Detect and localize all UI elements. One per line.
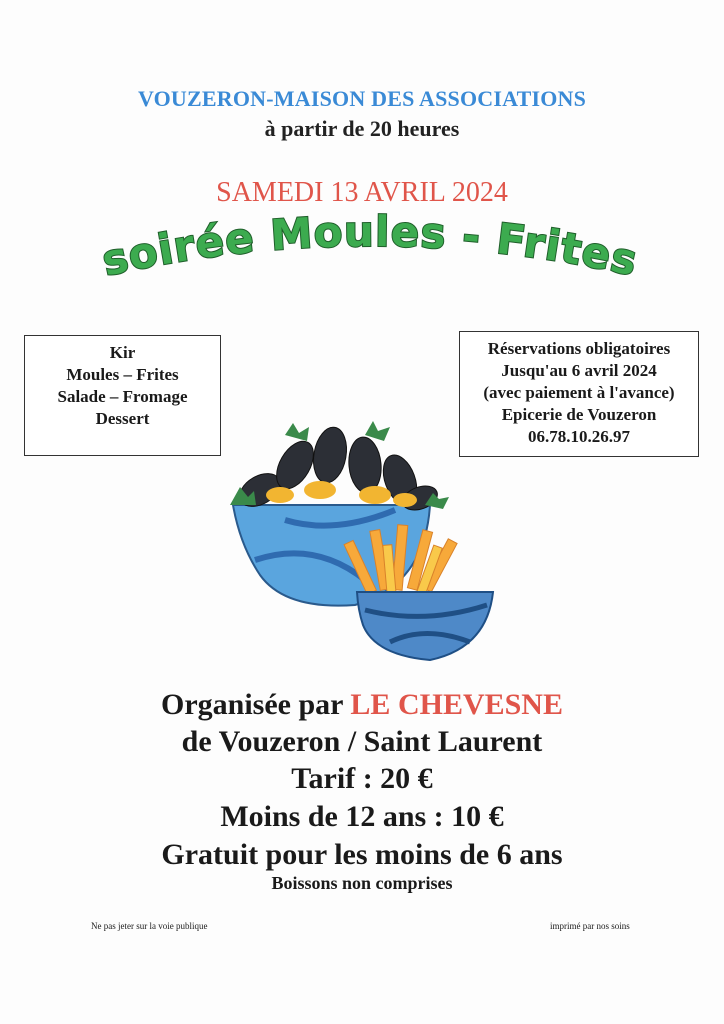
drinks-note: Boissons non comprises [271,873,453,893]
organizer-prefix: Organisée par [160,688,343,721]
reservation-line: Jusqu'au 6 avril 2024 [501,361,657,380]
organizer-city: de Vouzeron / Saint Laurent [181,725,543,758]
event-time: à partir de 20 heures [264,116,460,141]
menu-box [24,335,221,456]
menu-item: Dessert [95,409,150,428]
organizer-line [0,688,724,722]
event-title-text: soirée Moules - Frites [97,210,643,286]
price-free-under-6: Gratuit pour les moins de 6 ans [161,838,563,871]
event-date: SAMEDI 13 AVRIL 2024 [216,177,508,208]
svg-text:soirée Moules - Frites [98,210,642,286]
organizer-name: LE CHEVESNE [350,688,563,721]
reservation-line: Réservations obligatoires [487,339,671,358]
event-title [60,210,680,300]
reservation-line: (avec paiement à l'avance) [483,383,675,402]
reservation-line: Epicerie de Vouzeron [501,405,657,424]
venue-heading: VOUZERON-MAISON DES ASSOCIATIONS [137,86,587,111]
mussels-and-fries-icon [225,410,525,670]
menu-item: Salade – Fromage [57,387,188,406]
menu-item: Kir [109,343,136,362]
reservation-phone: 06.78.10.26.97 [528,427,630,446]
footer-disposal-note: Ne pas jeter sur la voie publique [91,921,208,931]
menu-item: Moules – Frites [66,365,179,384]
footer-printed-note: imprimé par nos soins [550,921,630,931]
price-under-12: Moins de 12 ans : 10 € [220,800,504,833]
price-adult: Tarif : 20 € [291,762,433,795]
